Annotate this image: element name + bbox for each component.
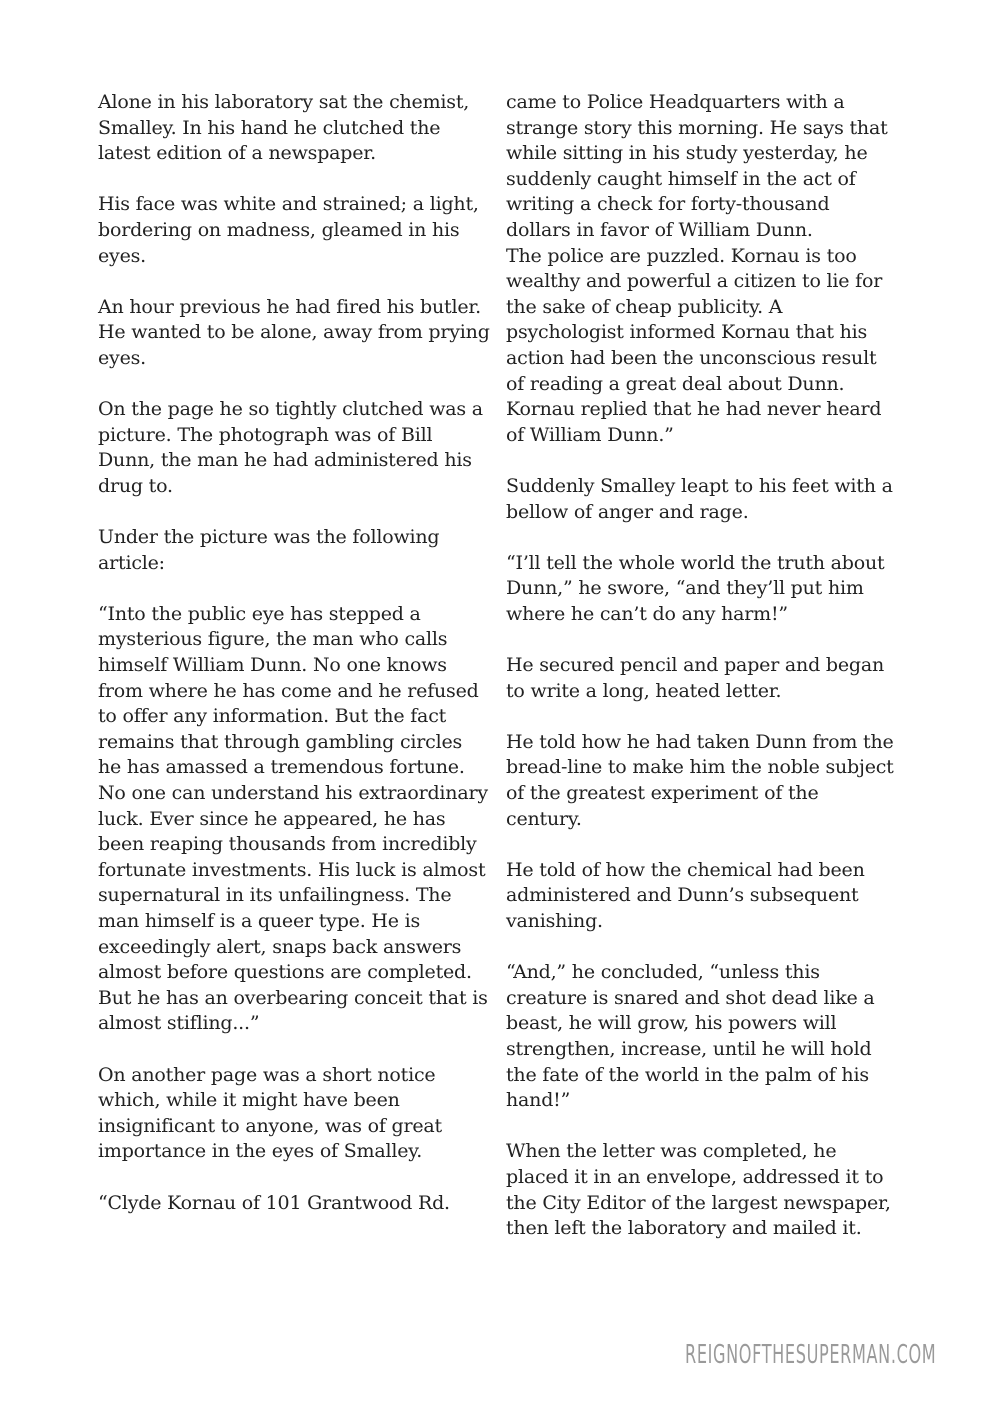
article-paragraph: No one can understand his extraordinary luck. Ever since he appeared, he has been reaping thousands from incredibly fortunate investments. His luck is almost supernatural in its unfailingness. The man himself is a queer type. He is exceedingly alert, snaps back answers almost before questions are completed. But he has an overbearing conceit that is almost stifling...” <box>98 782 488 1035</box>
notice-paragraph: came to Police Headquarters with a strange story this morning. He says that while sitting in his study yesterday, he suddenly caught himself in the act of writing a check for forty-thousand dollars in favor of William Dunn. <box>506 91 888 241</box>
paragraph: On the page he so tightly clutched was a picture. The photograph was of Bill Dunn, the man he had administered his drug to. <box>98 398 483 497</box>
paragraph: “I’ll tell the whole world the truth about Dunn,” he swore, “and they’ll put him where he can’t do any harm!” <box>506 551 885 625</box>
paragraph: He told how he had taken Dunn from the bread-line to make him the noble subject of the greatest experiment of the century. <box>506 730 894 830</box>
site-watermark: REIGNOFTHESUPERMAN.COM <box>684 1340 936 1370</box>
paragraph: Suddenly Smalley leapt to his feet with a bellow of anger and rage. <box>506 474 893 523</box>
right-text-column <box>506 90 898 1242</box>
paragraph: His face was white and strained; a light, bordering on madness, gleamed in his eyes. <box>98 193 479 267</box>
paragraph: Alone in his laboratory sat the chemist, Smalley. In his hand he clutched the latest edition of a newspaper. <box>98 91 470 165</box>
paragraph: When the letter was completed, he placed it in an envelope, addressed it to the City Editor of the largest newspaper, then left the laboratory and mailed it. <box>506 1140 891 1240</box>
paragraph: Under the picture was the following article: <box>98 526 440 574</box>
article-paragraph: “Into the public eye has stepped a mysterious figure, the man who calls himself William Dunn. No one knows from where he has come and he refused to offer any information. But the fact remains that through gambling circles he has amassed a tremendous fortune. <box>98 602 479 779</box>
paragraph: “And,” he concluded, “unless this creature is snared and shot dead like a beast, he will grow, his powers will strengthen, increase, until he will hold the fate of the world in the palm of his hand!” <box>506 961 875 1112</box>
paragraph: On another page was a short notice which, while it might have been insignificant to anyone, was of great importance in the eyes of Smalley. <box>98 1063 442 1163</box>
left-text-column <box>98 90 490 1216</box>
notice-paragraph: “Clyde Kornau of 101 Grantwood Rd. <box>98 1191 450 1214</box>
paragraph: He told of how the chemical had been administered and Dunn’s subsequent vanishing. <box>506 858 865 932</box>
paragraph: He secured pencil and paper and began to write a long, heated letter. <box>506 654 885 702</box>
paragraph: An hour previous he had fired his butler. He wanted to be alone, away from prying eyes. <box>98 295 490 369</box>
notice-paragraph: The police are puzzled. Kornau is too wealthy and powerful a citizen to lie for the sake of cheap publicity. A psychologist informed Kornau that his action had been the unconscious result of reading a great deal about Dunn. Kornau replied that he had never heard of William Dunn.” <box>506 244 883 446</box>
